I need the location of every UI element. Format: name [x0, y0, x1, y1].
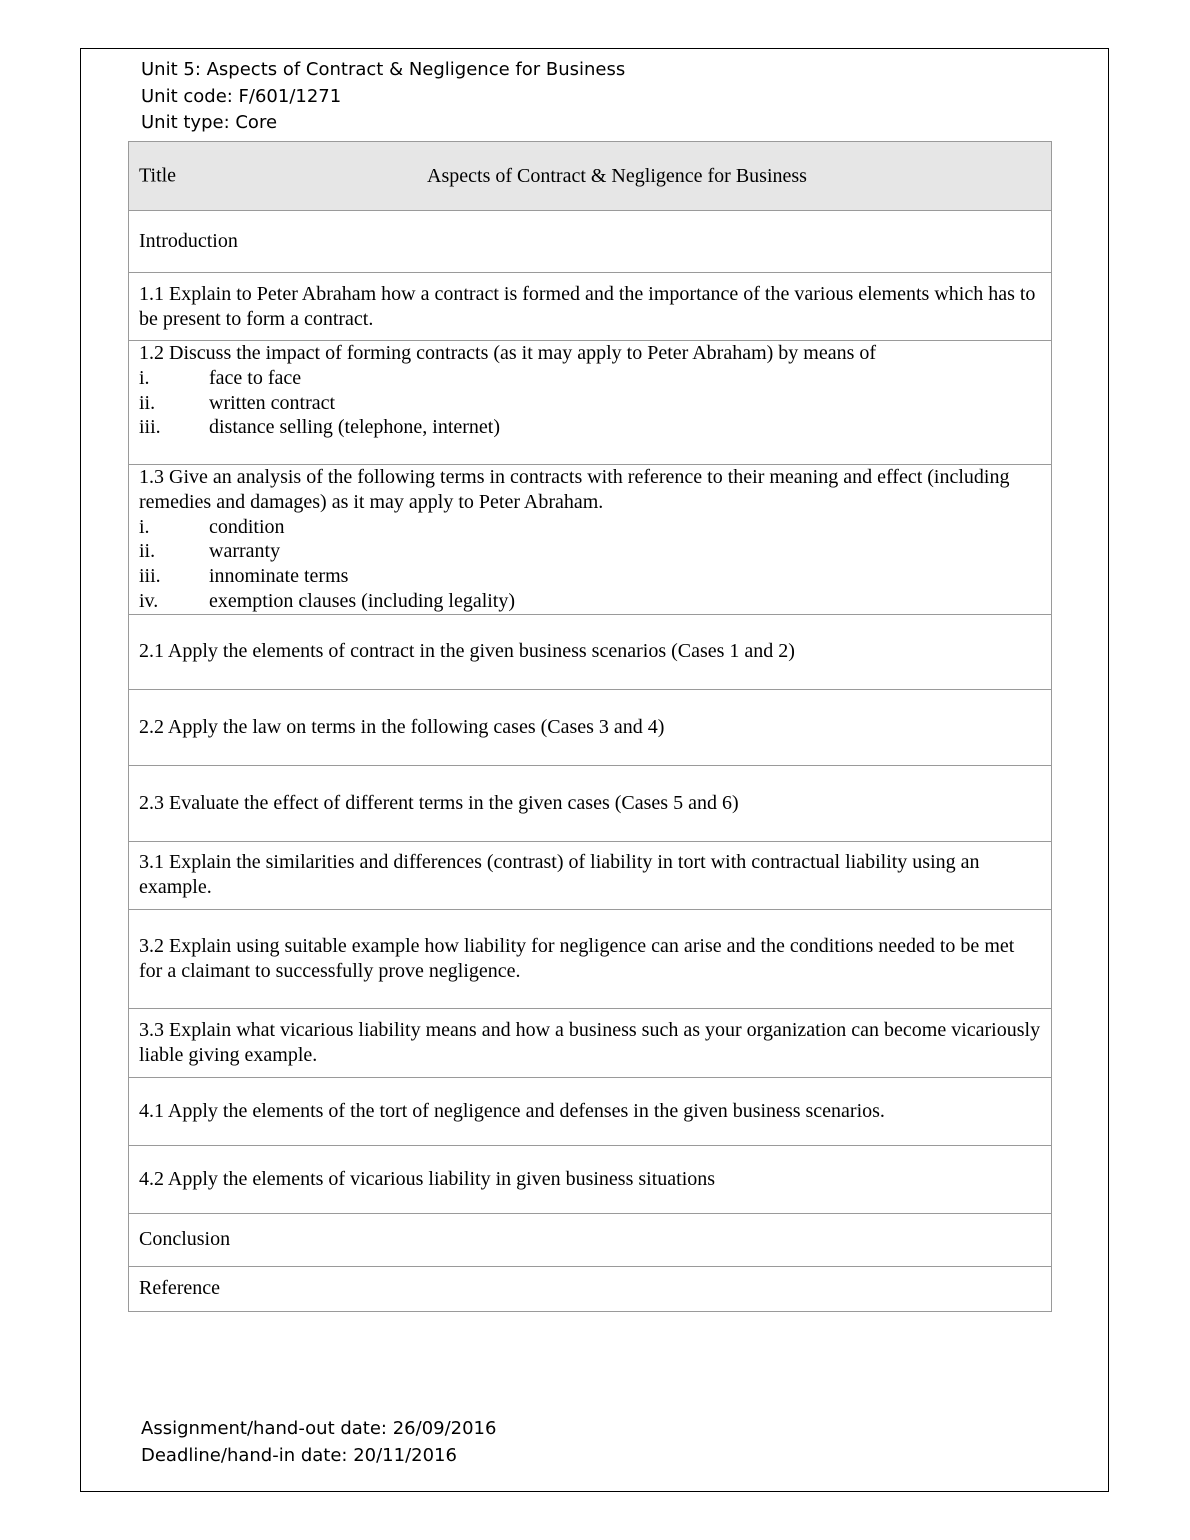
- reference-cell: Reference: [129, 1266, 1052, 1311]
- task-4-1-cell: 4.1 Apply the elements of the tort of negligence and defenses in the given business scenarios.: [129, 1077, 1052, 1145]
- task-2-1-cell: 2.1 Apply the elements of contract in the given business scenarios (Cases 1 and 2): [129, 614, 1052, 689]
- task-3-1-cell: 3.1 Explain the similarities and differences (contrast) of liability in tort with contractual liability using an example.: [129, 841, 1052, 909]
- table-row-task-2-1: [129, 614, 1052, 689]
- list-item-text: face to face: [209, 366, 302, 389]
- list-item: [139, 366, 1041, 391]
- table-row-conclusion: [129, 1213, 1052, 1266]
- unit-title: Unit 5: Aspects of Contract & Negligence for Business: [141, 59, 626, 80]
- task-3-3-cell: 3.3 Explain what vicarious liability means and how a business such as your organization can become vicariously liable giving example.: [129, 1008, 1052, 1077]
- list-item: [139, 391, 1041, 416]
- table-row-task-3-3: [129, 1008, 1052, 1077]
- list-item: [139, 589, 1041, 614]
- list-item-text: exemption clauses (including legality): [209, 589, 516, 612]
- list-item-number: ii.: [139, 540, 156, 563]
- table-row-task-2-3: [129, 765, 1052, 841]
- dates-footer: [141, 1416, 496, 1469]
- list-item-text: distance selling (telephone, internet): [209, 416, 501, 439]
- task-1-3-cell: [129, 465, 1052, 615]
- list-item: [139, 415, 1041, 440]
- list-item-text: written contract: [209, 391, 336, 414]
- table-row-reference: [129, 1266, 1052, 1311]
- table-row-title: [129, 142, 1052, 211]
- deadline-date: Deadline/hand-in date: 20/11/2016: [141, 1444, 457, 1466]
- table-row-task-2-2: [129, 689, 1052, 765]
- task-2-3-cell: 2.3 Evaluate the effect of different terms in the given cases (Cases 5 and 6): [129, 765, 1052, 841]
- conclusion-cell: Conclusion: [129, 1213, 1052, 1266]
- list-item-number: iv.: [139, 589, 159, 612]
- title-cell: [129, 142, 1052, 211]
- table-row-task-4-1: [129, 1077, 1052, 1145]
- table-row-task-3-1: [129, 841, 1052, 909]
- list-item: [139, 515, 1041, 540]
- table-row-task-4-2: [129, 1145, 1052, 1213]
- list-item: [139, 564, 1041, 589]
- list-item-number: i.: [139, 366, 150, 389]
- task-1-2-cell: [129, 341, 1052, 465]
- task-2-2-cell: 2.2 Apply the law on terms in the following cases (Cases 3 and 4): [129, 689, 1052, 765]
- table-row-introduction: [129, 211, 1052, 273]
- list-item-number: iii.: [139, 416, 161, 439]
- task-3-2-cell: 3.2 Explain using suitable example how liability for negligence can arise and the conditions needed to be met for a claimant to successfully prove negligence.: [129, 909, 1052, 1008]
- list-item-number: ii.: [139, 391, 156, 414]
- list-item: [139, 539, 1041, 564]
- task-4-2-cell: 4.2 Apply the elements of vicarious liability in given business situations: [129, 1145, 1052, 1213]
- list-item-text: condition: [209, 515, 285, 538]
- table-row-task-1-2: [129, 341, 1052, 465]
- task-1-2-heading: 1.2 Discuss the impact of forming contracts (as it may apply to Peter Abraham) by means of: [139, 342, 877, 364]
- unit-code: Unit code: F/601/1271: [141, 85, 342, 107]
- task-1-1-cell: 1.1 Explain to Peter Abraham how a contract is formed and the importance of the various elements which has to be present to form a contract.: [129, 273, 1052, 341]
- table-row-task-1-1: [129, 273, 1052, 341]
- list-item-number: i.: [139, 515, 150, 538]
- unit-type: Unit type: Core: [141, 112, 278, 133]
- title-value: Aspects of Contract & Negligence for Business: [427, 164, 807, 187]
- handout-date: Assignment/hand-out date: 26/09/2016: [141, 1418, 497, 1439]
- assignment-criteria-table: [128, 141, 1052, 1312]
- list-item-number: iii.: [139, 565, 161, 588]
- table-row-task-1-3: [129, 465, 1052, 615]
- introduction-cell: Introduction: [129, 211, 1052, 273]
- list-item-text: innominate terms: [209, 565, 349, 588]
- task-1-3-heading: 1.3 Give an analysis of the following terms in contracts with reference to their meaning and effect (including remedies and damages) as it may apply to Peter Abraham.: [139, 466, 1010, 513]
- list-item-text: warranty: [209, 540, 281, 563]
- table-row-task-3-2: [129, 909, 1052, 1008]
- title-label: Title: [139, 164, 177, 187]
- unit-header: [141, 57, 625, 137]
